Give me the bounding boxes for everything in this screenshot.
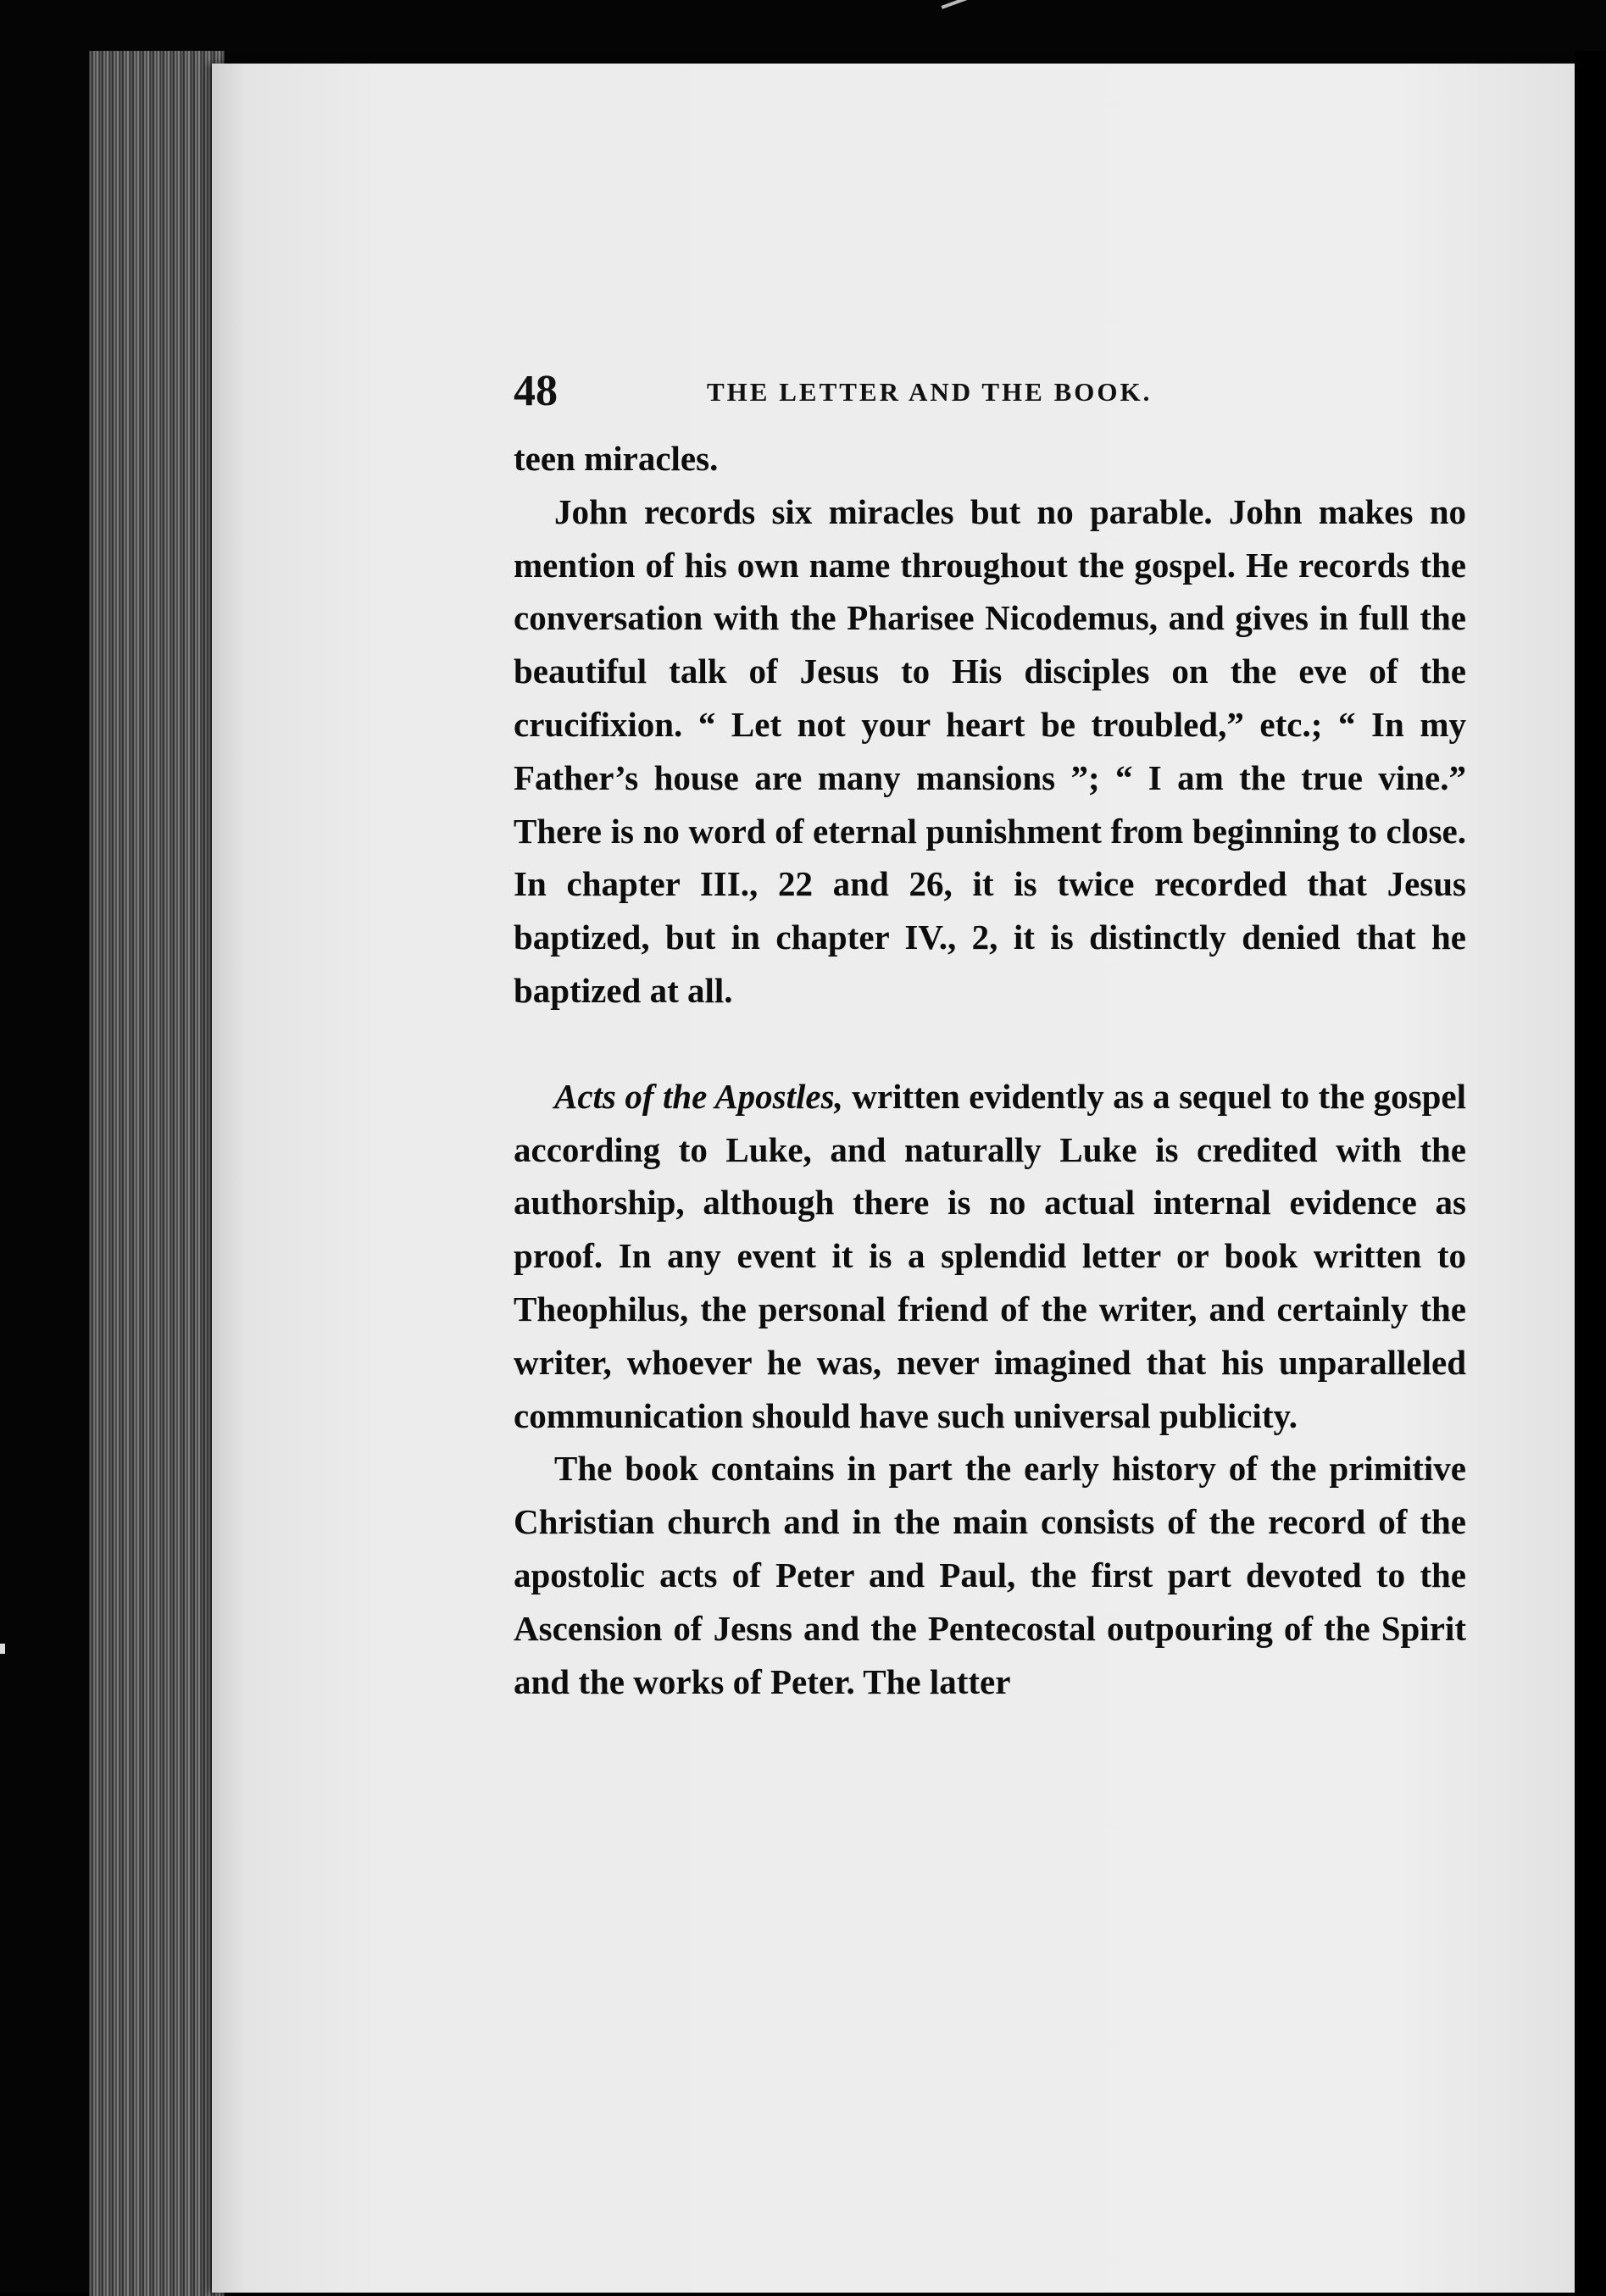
page-edges <box>89 51 225 2296</box>
page-number: 48 <box>514 367 558 415</box>
acts-title: Acts of the Apostles, <box>554 1076 843 1116</box>
paragraph-book-contents: The book contains in part the early history of the primitive Christian church and in the main consists of the record of the apostolic acts of Peter and Paul, the first part devoted to the Ascension of Jesns and the Pentecostal outpouring of the Spirit and the works of Peter. The latter <box>514 1449 1466 1701</box>
page-header <box>514 366 1466 417</box>
acts-text: written evidently as a sequel to the gospel according to Luke, and naturally Luke is credited with the authorship, although there is no actual internal evidence as proof. In any event it is a splendid letter or book written to Theophilus, the personal friend of the writer, and certainly the writer, whoever he was, never imagined that his unparalleled communication should have such universal publicity. <box>514 1076 1466 1435</box>
right-border <box>1575 51 1606 2293</box>
paragraph-john: John records six miracles but no parable. John makes no mention of his own name throughout the gospel. He records the conversation with the Pharisee Nicodemus, and gives in full the beautiful talk of Jesus to His disciples on the eve of the crucifixion. “ Let not your heart be troubled,” etc.; “ In my Father’s house are many mansions ”; “ I am the true vine.” There is no word of eternal punishment from beginning to close. In chapter III., 22 and 26, it is twice recorded that Jesus baptized, but in chapter IV., 2, it is distinctly denied that he baptized at all. <box>514 491 1466 1010</box>
paragraph-acts <box>514 1070 1466 1443</box>
scan-speck <box>0 1644 5 1654</box>
paragraph-continuation: teen miracles. <box>514 439 719 478</box>
running-head: THE LETTER AND THE BOOK. <box>707 377 1153 407</box>
body-text <box>514 432 1466 1708</box>
